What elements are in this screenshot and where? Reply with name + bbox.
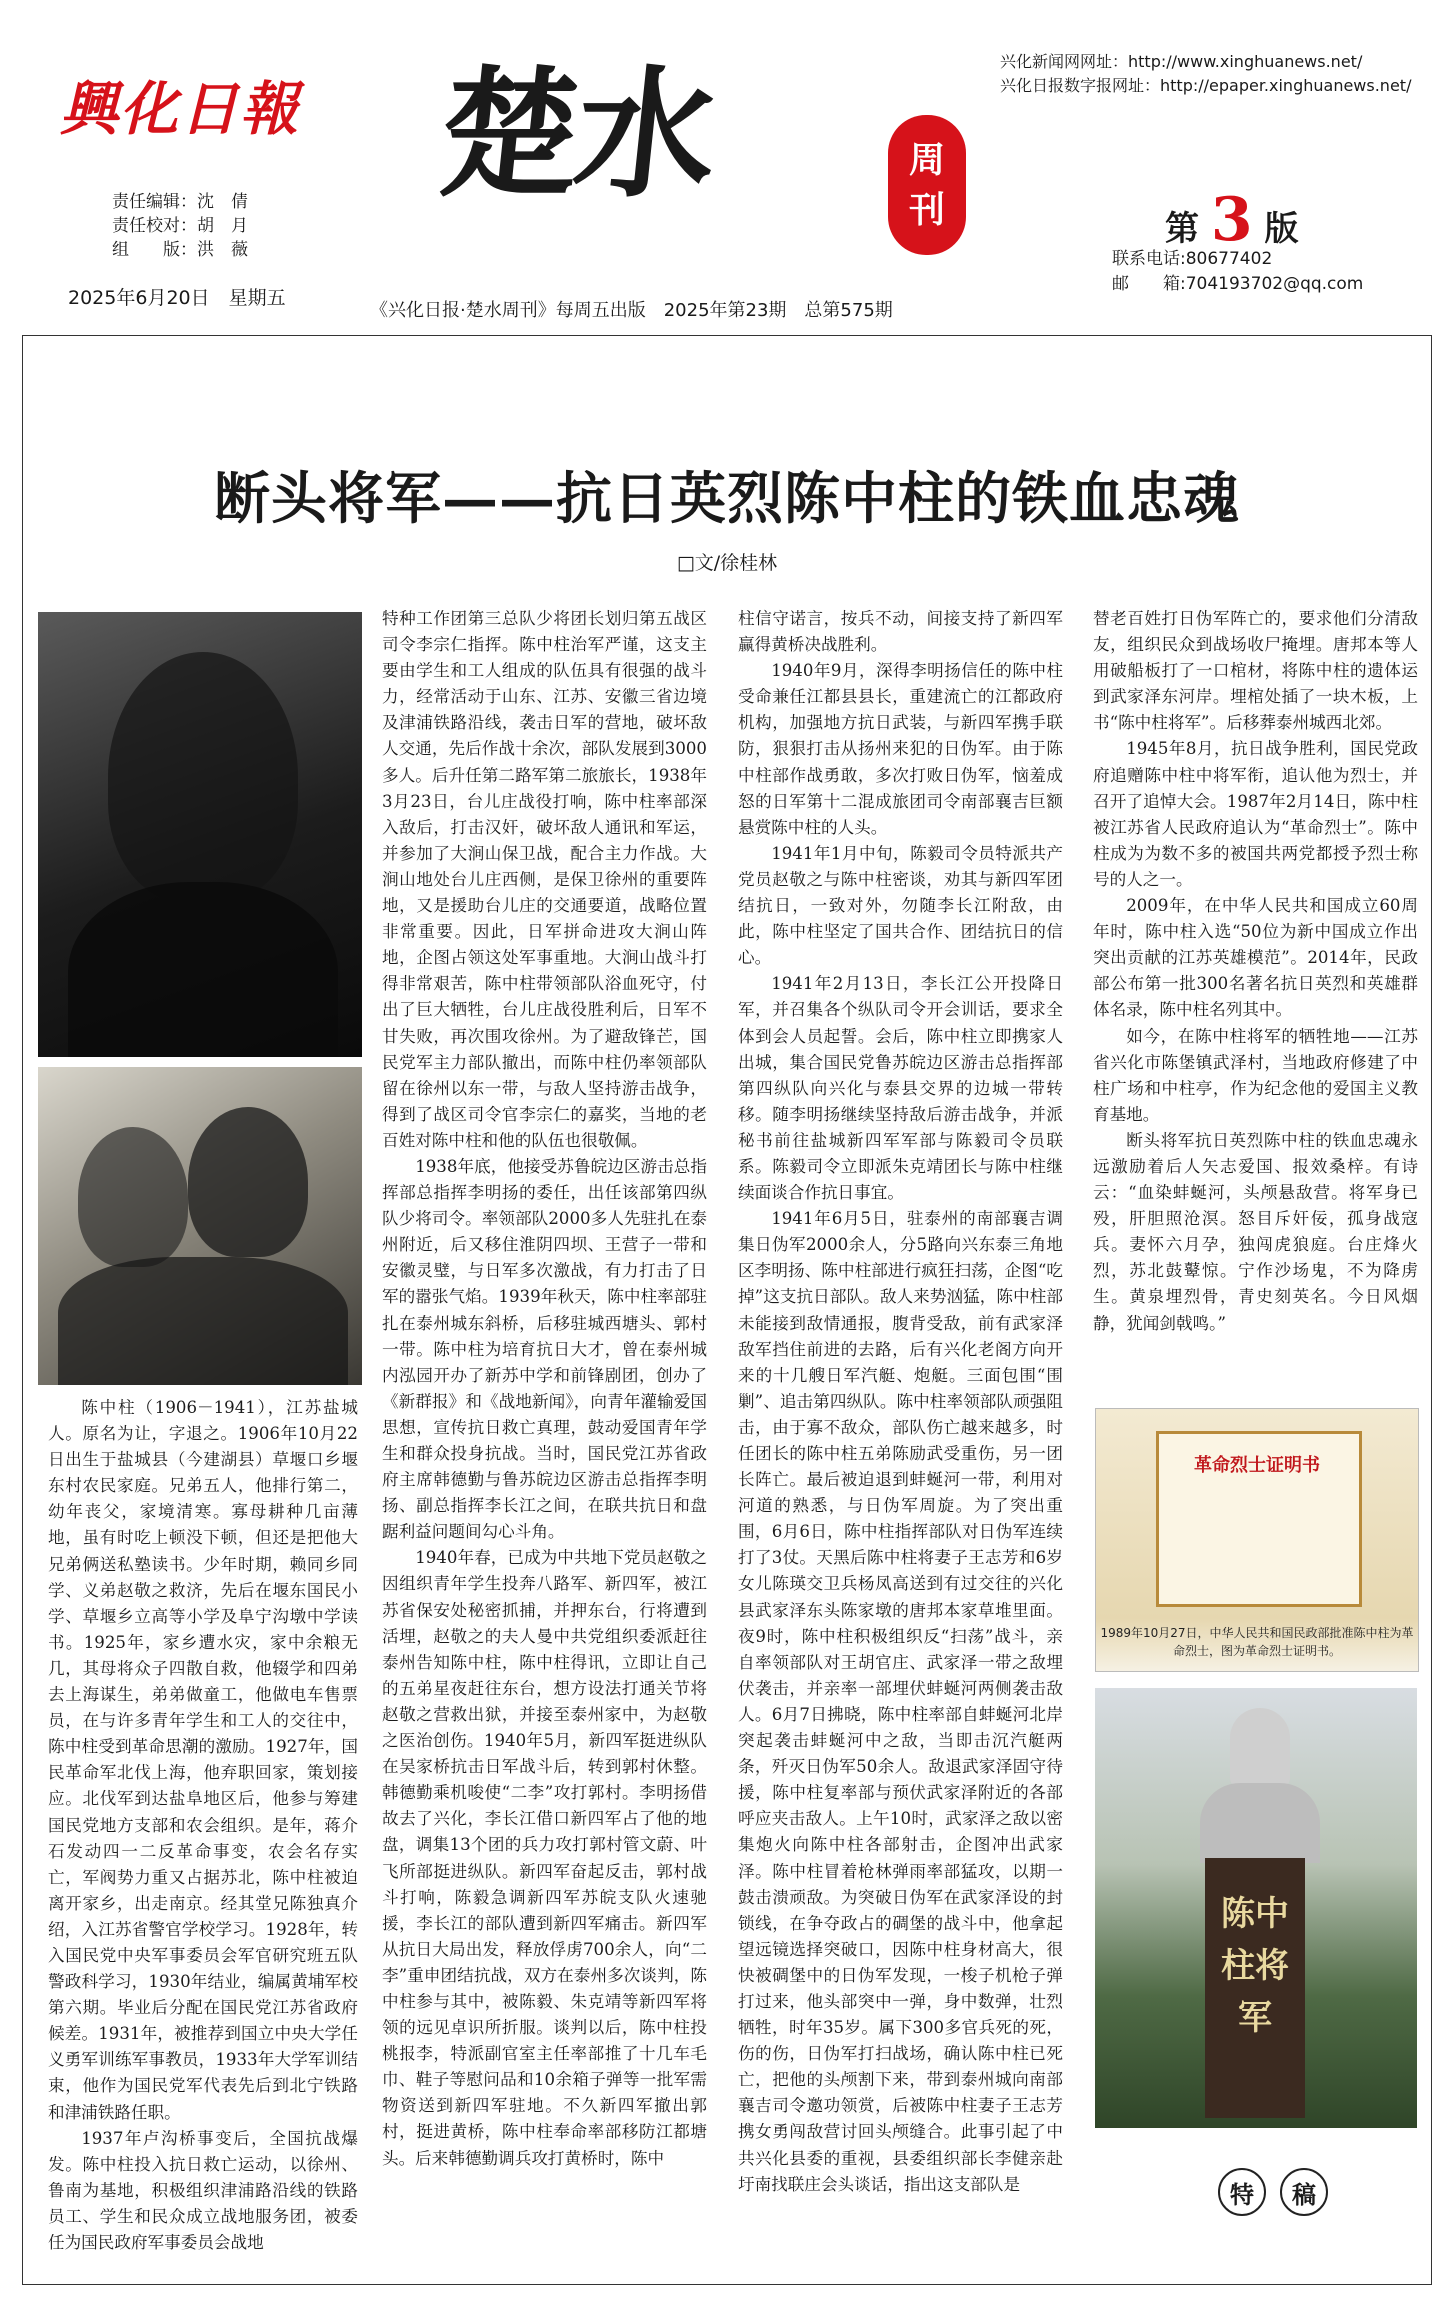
certificate-photo	[1095, 1408, 1419, 1672]
edition-digit: 3	[1210, 185, 1253, 255]
portrait-photo	[38, 612, 362, 1057]
staff-editor: 责任编辑：沈 倩	[112, 192, 248, 212]
article-column-4	[1093, 606, 1418, 1337]
weekly-label-2: 刊	[908, 189, 945, 231]
paragraph: 1941年6月5日，驻泰州的南部襄吉调集日伪军2000余人，分5路向兴东泰三角地区李明扬、陈中柱部进行疯狂扫荡，企图“吃掉”这支抗日部队。敌人来势汹猛，陈中柱部未能接到敌情通报，腹背受敌，前有武家泽敌军挡住前进的去路，后有兴化老阁方向开来的十几艘日军汽艇、炮艇。三面包围“围剿”、追击第四纵队。陈中柱率领部队顽强阻击，由于寡不敌众，部队伤亡越来越多，时任团长的陈中柱五弟陈励武受重伤，另一团长阵亡。最后被迫退到蚌蜒河一带，利用对河道的熟悉，与日伪军周旋。为了突出重围，6月6日，陈中柱指挥部队对日伪军连续打了3仗。天黑后陈中柱将妻子王志芳和6岁女儿陈瑛交卫兵杨凤高送到有过交往的兴化县武家泽东头陈家墩的唐邦本家草堆里面。夜9时，陈中柱积极组织反“扫荡”战斗，亲自率领部队对王胡官庄、武家泽一带之敌埋伏袭击，并亲率一部埋伏蚌蜒河两侧袭击敌人。6月7日拂晓，陈中柱率部自蚌蜒河北岸突起袭击蚌蜒河中之敌，当即击沉汽艇两条，歼灭日伪军50余人。敌退武家泽固守待援，陈中柱复率部与预伏武家泽附近的各部呼应夹击敌人。上午10时，武家泽之敌以密集炮火向陈中柱各部射击，企图冲出武家泽。陈中柱冒着枪林弹雨率部猛攻，以期一鼓击溃顽敌。为突破日伪军在武家泽设的封锁线，在争夺政占的碉堡的战斗中，他拿起望远镜选择突破口，因陈中柱身材高大，很快被碉堡中的日伪军发现，一梭子机枪子弹打过来，他头部突中一弹，身中数弹，壮烈牺牲，时年35岁。属下300多官兵死的死，伤的伤，日伪军打扫战场，确认陈中柱已死亡，把他的头颅割下来，带到泰州城向南部襄吉司令邀功领赏，后被陈中柱妻子王志芳携女勇闯敌营讨回头颅缝合。此事引起了中共兴化县委的重视，县委组织部长李健亲赴圩南找联庄会头谈话，指出这支部队是	[738, 1209, 1063, 2194]
paragraph: 1940年9月，深得李明扬信任的陈中柱受命兼任江都县县长，重建流亡的江都政府机构，加强地方抗日武装，与新四军携手联防，狠狠打击从扬州来犯的日伪军。由于陈中柱部作战勇敢，多次打败日伪军，恼羞成怒的日军第十二混成旅团司令南部襄吉巨额悬赏陈中柱的人头。	[738, 661, 1063, 837]
paragraph: 2009年，在中华人民共和国成立60周年时，陈中柱入选“50位为新中国成立作出突出贡献的江苏英雄模范”。2014年，民政部公布第一批300名著名抗日英烈和英雄群体名录，陈中柱名列其中。	[1093, 896, 1418, 1020]
contact-phone: 联系电话:80677402	[1112, 249, 1273, 269]
article-column-1	[48, 1395, 358, 2256]
issue-line: 《兴化日报·楚水周刊》每周五出版 2025年第23期 总第575期	[370, 300, 893, 321]
epaper-url[interactable]: 兴化日报数字报网址：http://epaper.xinghuanews.net/	[1000, 76, 1412, 95]
feature-badge-char-1: 特	[1218, 2168, 1266, 2216]
monument-photo	[1095, 1688, 1417, 2128]
paragraph: 如今，在陈中柱将军的牺牲地——江苏省兴化市陈堡镇武泽村，当地政府修建了中柱广场和中柱亭，作为纪念他的爱国主义教育基地。	[1093, 1026, 1418, 1124]
edition-number	[1165, 185, 1298, 255]
weekly-label-1: 周	[908, 139, 945, 181]
news-url[interactable]: 兴化新闻网网址：http://www.xinghuanews.net/	[1000, 52, 1363, 71]
website-urls	[1000, 50, 1411, 98]
feature-badge	[1218, 2168, 1328, 2216]
paragraph: 1945年8月，抗日战争胜利，国民党政府追赠陈中柱中将军衔，追认他为烈士，并召开了追悼大会。1987年2月14日，陈中柱被江苏省人民政府追认为“革命烈士”。陈中柱成为为数不多的被国共两党都授予烈士称号的人之一。	[1093, 739, 1418, 889]
edition-suffix: 版	[1264, 209, 1299, 249]
paragraph: 替老百姓打日伪军阵亡的，要求他们分清敌友，组织民众到战场收尸掩埋。唐邦本等人用破船板打了一口棺材，将陈中柱的遗体运到武家泽东河岸。埋棺处插了一块木板，上书“陈中柱将军”。后移葬泰州城西北郊。	[1093, 609, 1418, 733]
staff-layout: 组 版：洪 薇	[112, 240, 248, 260]
issue-date: 2025年6月20日 星期五	[68, 287, 286, 309]
monument-inscription: 陈中柱将军	[1221, 1894, 1289, 2038]
edition-prefix: 第	[1165, 209, 1199, 249]
paragraph: 1937年卢沟桥事变后，全国抗战爆发。陈中柱投入抗日救亡运动，以徐州、鲁南为基地，积极组织津浦路沿线的铁路员工、学生和民众成立战地服务团，被委任为国民政府军事委员会战地	[48, 2128, 358, 2252]
paragraph: 特种工作团第三总队少将团长划归第五战区司令李宗仁指挥。陈中柱治军严谨，这支主要由学生和工人组成的队伍具有很强的战斗力，经常活动于山东、江苏、安徽三省边境及津浦铁路沿线，袭击日军的营地，破坏敌人交通，先后作战十余次，部队发展到3000多人。后升任第二路军第二旅旅长，1938年3月23日，台儿庄战役打响，陈中柱率部深入敌后，打击汉奸，破坏敌人通讯和军运，并参加了大涧山保卫战，配合主力作战。大涧山地处台儿庄西侧，是保卫徐州的重要阵地，又是援助台儿庄的交通要道，战略位置非常重要。因此，日军拼命进攻大涧山阵地，企图占领这处军事重地。大涧山战斗打得非常艰苦，陈中柱带领部队浴血死守，付出了巨大牺牲，台儿庄战役胜利后，日军不甘失败，再次围攻徐州。为了避敌锋芒，国民党军主力部队撤出，而陈中柱仍率领部队留在徐州以东一带，与敌人坚持游击战争，得到了战区司令官李宗仁的嘉奖，当地的老百姓对陈中柱和他的队伍也很敬佩。	[382, 609, 707, 1150]
article-column-3	[738, 606, 1063, 2198]
paragraph: 1938年底，他接受苏鲁皖边区游击总指挥部总指挥李明扬的委任，出任该部第四纵队少将司令。率领部队2000多人先驻扎在泰州附近，后又移住淮阴四坝、王营子一带和安徽灵璧，与日军多次激战，有力打击了日军的嚣张气焰。1939年秋天，陈中柱率部驻扎在泰州城东斜桥，后移驻城西塘头、郭村一带。陈中柱为培育抗日大才，曾在泰州城内泓园开办了新苏中学和前锋剧团，创办了《新群报》和《战地新闻》，向青年灌输爱国思想，宣传抗日救亡真理，鼓动爱国青年学生和群众投身抗战。当时，国民党江苏省政府主席韩德勤与鲁苏皖边区游击总指挥李明扬、副总指挥李长江之间，在联共抗日和盘踞利益问题间勾心斗角。	[382, 1156, 707, 1542]
certificate-caption: 1989年10月27日，中华人民共和国民政部批准陈中柱为革命烈士，图为革命烈士证明书。	[1100, 1626, 1414, 1658]
article-title: 断头将军——抗日英烈陈中柱的铁血忠魂	[214, 466, 1240, 532]
couple-photo	[38, 1067, 362, 1385]
newspaper-logo: 興化日報	[60, 75, 301, 143]
contact-email[interactable]: 邮 箱:704193702@qq.com	[1112, 274, 1364, 294]
paragraph: 陈中柱（1906－1941），江苏盐城人。原名为让，字退之。1906年10月22日出生于盐城县（今建湖县）草堰口乡堰东村农民家庭。兄弟五人，他排行第二，幼年丧父，家境清寒。寡母耕种几亩薄地，虽有时吃上顿没下顿，但还是把他大兄弟俩送私塾读书。少年时期，赖同乡同学、义弟赵敬之救济，先后在堰东国民小学、草堰乡立高等小学及阜宁沟墩中学读书。1925年，家乡遭水灾，家中余粮无几，其母将众子四散自救，他辍学和四弟去上海谋生，弟弟做童工，他做电车售票员，在与许多青年学生和工人的交往中，陈中柱受到革命思潮的激励。1927年，国民革命军北伐上海，他弃职回家，策划接应。北伐军到达盐阜地区后，他参与筹建国民党地方支部和农会组织。是年，蒋介石发动四一二反革命事变，农会名存实亡，军阀势力重又占据苏北，陈中柱被迫离开家乡，出走南京。经其堂兄陈独真介绍，入江苏省警官学校学习。1928年，转入国民党中央军事委员会军官研究班五队警政科学习，1930年结业，编属黄埔军校第六期。毕业后分配在国民党江苏省政府候差。1931年，被推荐到国立中央大学任义勇军训练军事教员，1933年大学军训结束，他作为国民党军代表先后到北宁铁路和津浦铁路任职。	[48, 1398, 358, 2122]
supplement-title: 楚水	[431, 53, 721, 217]
paragraph: 断头将军抗日英烈陈中柱的铁血忠魂永远激励着后人矢志爱国、报效桑梓。有诗云：“血染蚌蜒河，头颅悬敌营。将军身已殁，肝胆照沧溟。怒目斥奸佞，孤身战寇兵。妻怀六月孕，独闯虎狼庭。台庄烽火烈，苏北鼓鼙惊。宁作沙场鬼，不为降虏生。黄泉埋烈骨，青史刻英名。今日风烟静，犹闻剑戟鸣。”	[1093, 1130, 1418, 1333]
contact-info	[1112, 247, 1363, 297]
paragraph: 1941年1月中旬，陈毅司令员特派共产党员赵敬之与陈中柱密谈，劝其与新四军团结抗日，一致对外，勿随李长江附敌，由此，陈中柱坚定了国共合作、团结抗日的信心。	[738, 843, 1063, 968]
article-byline: □文/徐桂林	[676, 552, 778, 574]
certificate-title: 革命烈士证明书	[1194, 1455, 1320, 1476]
weekly-seal	[888, 115, 966, 255]
article-column-2	[382, 606, 707, 2172]
paragraph: 柱信守诺言，按兵不动，间接支持了新四军赢得黄桥决战胜利。	[738, 609, 1063, 655]
staff-proofreader: 责任校对：胡 月	[112, 216, 248, 236]
paragraph: 1940年春，已成为中共地下党员赵敬之因组织青年学生投奔八路军、新四军，被江苏省保安处秘密抓捕，并押东台，行将遭到活埋，赵敬之的夫人曼中共党组织委派赶往泰州告知陈中柱，陈中柱得讯，立即让自己的五弟星夜赶往东台，想方设法打通关节将赵敬之营救出狱，并接至泰州家中，为赵敬之医治创伤。1940年5月，新四军挺进纵队在吴家桥抗击日军战斗后，转到郭村休整。韩德勤乘机唆使“二李”攻打郭村。李明扬借故去了兴化，李长江借口新四军占了他的地盘，调集13个团的兵力攻打郭村管文蔚、叶飞所部挺进纵队。新四军奋起反击，郭村战斗打响，陈毅急调新四军苏皖支队火速驰援，李长江的部队遭到新四军痛击。新四军从抗日大局出发，释放俘虏700余人，向“二李”重申团结抗战，双方在泰州多次谈判，陈中柱参与其中，被陈毅、朱克靖等新四军将领的远见卓识所折服。谈判以后，陈中柱投桃报李，特派副官室主任率部推了十几车毛巾、鞋子等慰问品和10余箱子弹等一批军需物资送到新四军驻地。不久新四军撤出郭村，挺进黄桥，陈中柱奉命率部移防江都塘头。后来韩德勤调兵攻打黄桥时，陈中	[382, 1548, 707, 2168]
feature-badge-char-2: 稿	[1280, 2168, 1328, 2216]
bust-shoulders	[1200, 1783, 1320, 1863]
bust-statue	[1230, 1708, 1290, 1788]
paragraph: 1941年2月13日，李长江公开投降日军，并召集各个纵队司令开会训话，要求全体到会人员起誓。会后，陈中柱立即携家人出城，集合国民党鲁苏皖边区游击总指挥部第四纵队向兴化与泰县交界的边城一带转移。随李明扬继续坚持敌后游击战争，并派秘书前往盐城新四军军部与陈毅司令员联系。陈毅司令立即派朱克靖团长与陈中柱继续面谈合作抗日事宜。	[738, 974, 1063, 1203]
staff-credits	[112, 190, 248, 262]
